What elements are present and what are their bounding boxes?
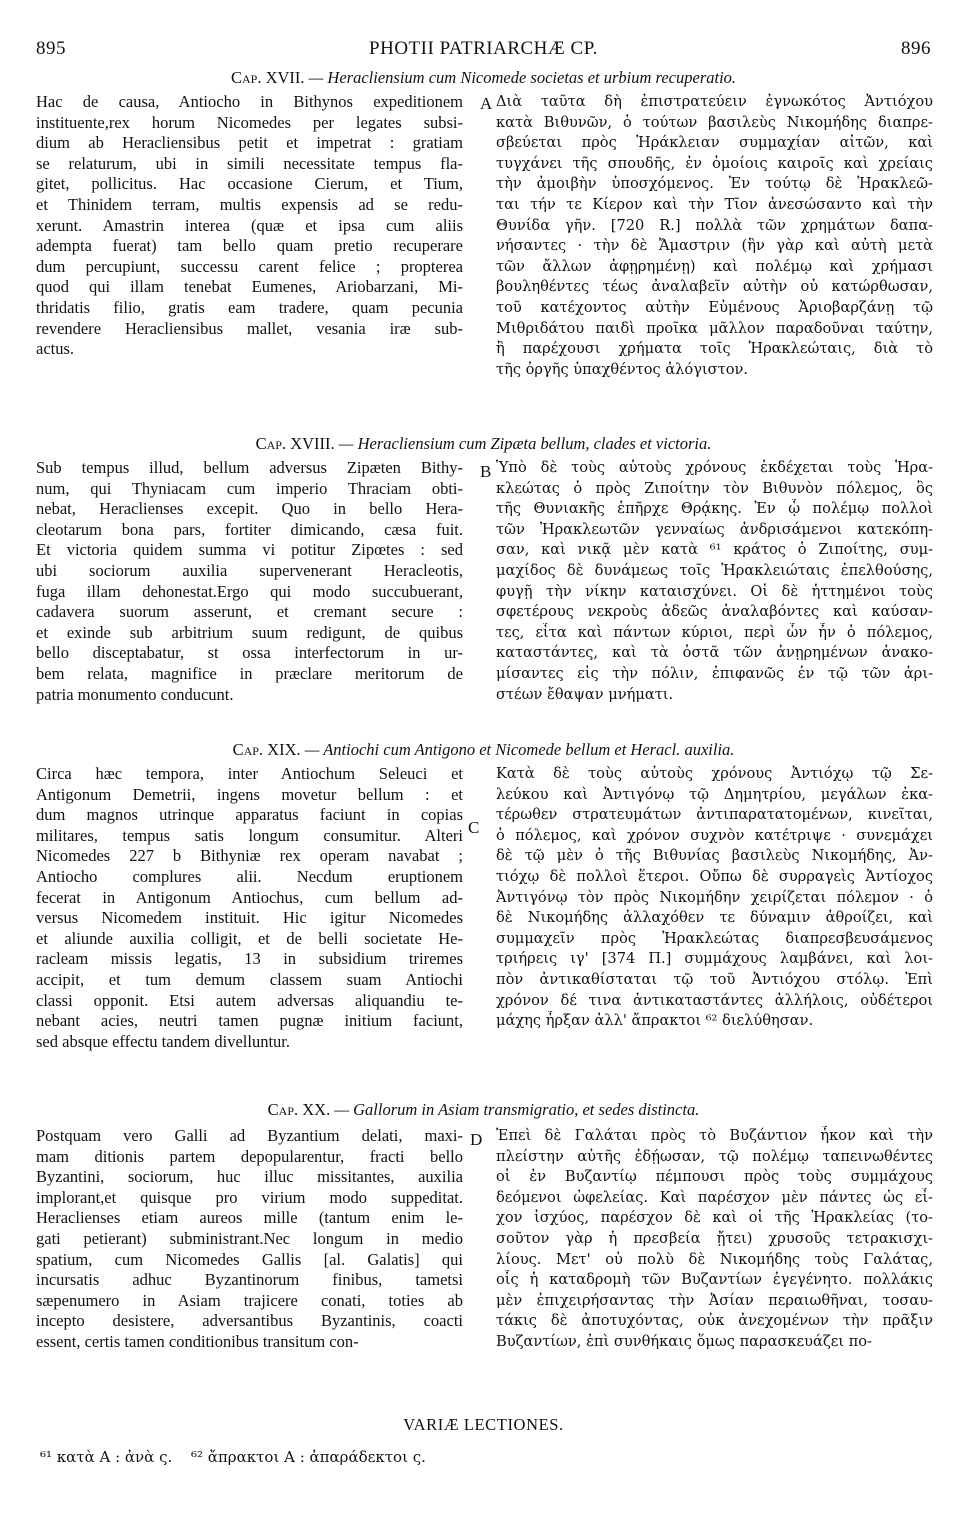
greek-text-line: στέων ἔθαψαν μνήματι. [496,685,674,703]
greek-column-xix [496,764,933,1032]
greek-text-line: ται τήν τε Κίερον καὶ τὴν Τῖον ἀνεσώσαντο καὶ τὴν [496,195,933,213]
greek-text-line: τῆς Θυνιακῆς ἐπῆρχε Θρᾴκης. Ἐν ᾧ πολέμῳ πολλοὶ [496,500,933,518]
greek-column-xviii [496,458,933,705]
latin-text-line: fuga illam dehonestat.Ergo qui modo succubuerant, [36,581,463,601]
greek-column-xx [496,1126,933,1353]
greek-text-line: τυγχάνει τῆς σπουδῆς, ἐν ὁμοίοις καιροῖς καὶ χρείαις [496,154,933,172]
latin-text-line: num, qui Thyniacam cum imperio Thraciam obti- [36,478,463,498]
greek-text-line: κλεώτας ὁ πρὸς Ζιποίτην τὸν Βιθυνὸν πόλεμος, ὃς [496,479,933,497]
latin-column-xx [36,1126,463,1353]
page-number-right: 896 [901,38,931,59]
latin-text-line: nebat, Heraclienses excepit. Quo in bello Hera- [36,499,463,519]
latin-text-line: revendere Heracliensibus mallet, vesania iræ sub- [36,318,463,338]
footnote-62: ⁶² ἄπρακτοι A : ἀπαράδεκτοι ς. [191,1448,426,1466]
greek-text-line: νήσαντες · τὴν δὲ Ἄμαστριν (ἣν γὰρ καὶ αὐτὴ μετὰ [496,237,933,255]
latin-text-line: sæpenumero in Asiam trajicere conati, toties ab [36,1290,463,1310]
latin-text-line: adempta fuerat) tam bello quam pretio recuperare [36,236,463,256]
latin-text-line: quod qui illam tenebat Eumenes, Ariobarzani, Mi- [36,277,463,297]
greek-text-line: Θυνίδα γῆν. [720 R.] πολλὰ τῶν χρημάτων δαπα- [496,216,933,234]
latin-text-line: dium ab Heracliensibus petit et impetrat : gratiam [36,133,463,153]
footnote-61: ⁶¹ κατὰ A : ἀνὰ ς. [40,1448,173,1466]
latin-text-line: militares, tempus satis longum consumitur. Alteri [36,825,463,845]
margin-letter-b: B [480,462,492,481]
footnotes [40,1448,927,1466]
latin-column-xviii [36,458,463,705]
page-number-left: 895 [36,38,66,59]
latin-text-line: ubi sociorum auxilia supervenerant Heracleotis, [36,560,463,580]
greek-text-line: χον ἰσχύος, παρέσχον δὲ καὶ οἱ τῆς Ἡρακλείας (το- [496,1209,933,1227]
latin-column-xix [36,764,463,1052]
chapter-label: Cap. XIX. [232,740,301,759]
greek-text-line: δεόμενοι ὠφελείας. Καὶ παρέσχον μὲν πάντες ὡς εἶ- [496,1188,933,1206]
greek-text-line: Κατὰ δὲ τοὺς αὐτοὺς χρόνους Ἀντιόχῳ τῷ Σε- [496,765,933,782]
greek-text-line: τῆς ὀργῆς ὑπαχθέντος ἀλόγιστον. [496,360,748,378]
greek-text-line: τῶν Ἡρακλεωτῶν γενναίως ἀνδρισάμενοι κατεκόπη- [496,520,933,538]
greek-text-line: μάχης ἦρξαν ἀλλ' ἄπρακτοι ⁶² διελύθησαν. [496,1012,814,1030]
latin-text-line: sed absque effectu tandem divelluntur. [36,1031,290,1051]
greek-text-line: βουληθέντες τέως ἀναλαβεῖν αὐτὴν οὐ κατώρθωσαν, [496,278,933,296]
latin-text-line: incepto desistere, adversantibus Byzantinis, coacti [36,1311,463,1331]
latin-text-line: cadavera suorum asserunt, et cremant secure : [36,602,463,622]
latin-text-line: et Thinidem terram, multis expensis ad se redu- [36,194,463,214]
latin-text-line: nebant acies, neutri tamen pugnæ initium faciunt, [36,1011,463,1031]
latin-text-line: Byzantini, sociorum, huc illuc missitantes, auxilia [36,1167,463,1187]
greek-text-line: μαχίδος δὲ δυνάμεως τοῖς Ἡρακλειώταις ἐπελθούσης, [496,561,933,579]
latin-text-line: racleam missis legatis, 13 in subsidium triremes [36,949,463,969]
greek-text-line: τῶν ἄλλων ἀφῃρημένῃ) καὶ πολέμῳ καὶ χρήμασι [496,257,933,275]
chapter-title: — Gallorum in Asiam transmigratio, et sedes distincta. [334,1100,700,1119]
chapter-heading-xix [36,740,931,760]
running-title: PHOTII PATRIARCHÆ CP. [369,38,598,59]
running-head [36,38,931,62]
greek-text-line: δὲ Νικομήδης ἀλλαχόθεν τε δύναμιν ἀθροίζει, καὶ [496,909,933,927]
latin-text-line: thridatis filio, gratis eam tradere, quam pecunia [36,297,463,317]
greek-text-line: μὲν ἐπιχειρήσαντας τὴν Ἀσίαν περαιωθῆναι, τοσαυ- [496,1291,933,1309]
greek-text-line: ὁ πόλεμος, καὶ χρόνον συχνὸν κατέτριψε · συνεμάχει [496,826,933,844]
latin-text-line: Sub tempus illud, bellum adversus Zipæten Bithy- [36,458,463,477]
greek-text-line: Ἐπεὶ δὲ Γαλάται πρὸς τὸ Βυζάντιον ἧκον καὶ τὴν [496,1127,933,1144]
chapter-heading-xviii [36,434,931,454]
greek-text-line: τιόχῳ δὲ πολλοὶ ἕτεροι. Οὔπω δὲ συρραγεὶς Ἀντίοχος [496,867,933,885]
greek-text-line: κατὰ Βιθυνῶν, ὁ τούτων βασιλεὺς Νικομήδης διαπρε- [496,113,933,131]
latin-text-line: Nicomedes 227 b Bithyniæ rex operam navabat ; [36,846,463,866]
greek-text-line: φυγῇ τὴν νίκην καταισχύνει. Οἱ δὲ ἡττημένοι τοὺς [496,582,933,600]
latin-text-line: Antigonum Demetrii, ingens movetur bellum : et [36,784,463,804]
latin-text-line: incursatis adhuc Byzantinorum finibus, tametsi [36,1270,463,1290]
greek-text-line: τέρωθεν στρατευμάτων ἀντιπαρατατομένων, κινεῖται, [496,806,933,824]
chapter-label: Cap. XX. [267,1100,331,1119]
chapter-label: Cap. XVII. [230,68,305,87]
greek-text-line: σοῦτον γὰρ ἡ πρεσβεία ᾔτει) χρυσοῦς τετρακισχι- [496,1229,933,1247]
latin-text-line: Heraclienses etiam aureos mille (tantum enim le- [36,1208,463,1228]
latin-text-line: actus. [36,339,75,359]
latin-text-line: spatium, cum Nicomedes Gallis [al. Galatis] qui [36,1249,463,1269]
latin-text-line: bem relata, magnifice in præclare meritorum de [36,663,463,683]
latin-text-line: Antiocho complures alii. Necdum eruptionem [36,866,463,886]
chapter-label: Cap. XVIII. [255,434,335,453]
greek-text-line: καταστάντες, καὶ τὰ ὀστᾶ τῶν ἀνῃρημένων ἀνακο- [496,644,933,662]
latin-text-line: gati petierant) subministrant.Nec longum in medio [36,1228,463,1248]
greek-text-line: Βυζαντίων, ἐπὶ συνθήκαις ὅμως παρασκευάζει πο- [496,1332,872,1350]
chapter-title: — Heracliensium cum Nicomede societas et urbium recuperatio. [308,68,737,87]
latin-text-line: patria monumento conducunt. [36,684,234,704]
latin-text-line: gitet, pollicitus. Hac occasione Cierum, et Tium, [36,174,463,194]
latin-text-line: se relaturum, ubi in simili necessitate tempus fla- [36,153,463,173]
latin-text-line: dum magnos utrinque apparatus faciunt in copias [36,805,463,825]
greek-text-line: σαν, καὶ νικᾷ μὲν κατὰ ⁶¹ κράτος ὁ Ζιποίτης, συμ- [496,541,933,559]
greek-text-line: μίσαντες εἰς τὴν πόλιν, ἐπιφανῶς ἐν τῷ τῶν ἀρι- [496,664,933,682]
variae-lectiones-heading: VARIÆ LECTIONES. [403,1415,564,1434]
latin-column-xvii [36,92,463,360]
latin-text-line: et aliunde auxilia colligit, et de belli societate He- [36,928,463,948]
latin-text-line: Hac de causa, Antiocho in Bithynos expeditionem [36,92,463,111]
chapter-title: — Antiochi cum Antigono et Nicomede bellum et Heracl. auxilia. [304,740,735,759]
chapter-heading-xx [36,1100,931,1120]
greek-text-line: δὲ τῷ μὲν ὁ τῆς Βιθυνίας βασιλεὺς Νικομήδης, Ἀν- [496,847,933,865]
greek-text-line: Διὰ ταῦτα δὴ ἐπιστρατεύειν ἐγνωκότος Ἀντιόχου [496,93,933,110]
latin-text-line: implorant,et quisque pro virium modo suppeditat. [36,1187,463,1207]
chapter-title: — Heracliensium cum Zipæta bellum, clades et victoria. [338,434,712,453]
latin-text-line: instituente,rex horum Nicomedes per legates subsi- [36,112,463,132]
greek-text-line: οἱ ἐν Βυζαντίῳ πέμπουσι πρὸς τοὺς συμμάχους [496,1168,933,1186]
greek-text-line: τριήρεις ιγ' [374 Π.] συμμάχους λαμβάνει, καὶ λοι- [496,950,933,968]
latin-text-line: et exinde sub arbitrium suum redigunt, de quibus [36,622,463,642]
margin-letter-c: C [468,818,480,837]
latin-text-line: fecerat in Antigonum Antiochus, cum bellum ad- [36,887,463,907]
latin-text-line: cleotarum bona pars, fortiter dimicando, cæsa fuit. [36,519,463,539]
greek-text-line: σφετέρους νεκροὺς ἀδεῶς ἀναλαβόντες καὶ καύσαν- [496,603,933,621]
greek-text-line: Ἀντιγόνῳ τὸν πρὸς Νικομήδην χειρίζεται πόλεμον · ὁ [496,888,933,906]
latin-text-line: xerunt. Amastrin interea (quæ et ipsa cum aliis [36,215,463,235]
latin-text-line: accipit, et tum demum classem suam Antiochi [36,969,463,989]
greek-text-line: χρόνον δέ τινα ἀντικαταστάντες ἀλλήλοις, οὐδέτεροι [496,991,933,1009]
latin-text-line: classi opponit. Etsi autem adversas aliquandiu te- [36,990,463,1010]
greek-text-line: Ὑπὸ δὲ τοὺς αὐτοὺς χρόνους ἐκδέχεται τοὺς Ἡρα- [496,459,933,476]
greek-text-line: τὴν ἀμοιβὴν ὑποσχόμενος. Ἐν τούτῳ δὲ Ἡρακλεῶ- [496,175,933,193]
latin-text-line: dum percupiunt, successu carent felice ; propterea [36,256,463,276]
margin-letter-d: D [470,1130,483,1149]
latin-text-line: Postquam vero Galli ad Byzantium delati, maxi- [36,1126,463,1145]
greek-text-line: τες, εἶτα καὶ πάντων κύριοι, περὶ ὧν ἦν ὁ πόλεμος, [496,623,933,641]
latin-text-line: mam ditionis partem depopularentur, fracti bello [36,1146,463,1166]
greek-text-line: ἢ παρέχουσι χρήματα τοῖς Ἡρακλεώταις, διὰ τὸ [496,340,933,358]
chapter-heading-xvii [36,68,931,88]
latin-text-line: Circa hæc tempora, inter Antiochum Seleuci et [36,764,463,783]
latin-text-line: bello disceptabatur, st ossa interfectorum in ur- [36,643,463,663]
greek-text-line: πὸν ἀντικαθίσταται τῷ τοῦ Ἀντιόχου στόλῳ. Ἐπὶ [496,970,933,988]
greek-text-line: συμμαχεῖν πρὸς Ἡρακλεώτας διαπρεσβευσάμενος [496,929,933,947]
greek-text-line: τάκις δὲ ἀποτυχόντας, οὐκ ἀνεχομένων τὴν πρᾶξιν [496,1312,933,1330]
greek-text-line: πλείστην αὐτῆς ἐδῄωσαν, τῷ πολέμῳ ταπεινωθέντες [496,1147,933,1165]
greek-text-line: λίους. Μετ' οὐ πολὺ δὲ Νικομήδης τοὺς Γαλάτας, [496,1250,933,1268]
greek-text-line: σβεύεται πρὸς Ἡράκλειαν συμμαχίαν αἰτῶν, καὶ [496,134,933,152]
greek-text-line: Μιθριδάτου παιδὶ προῖκα μᾶλλον παραδοῦναι ταύτην, [496,319,933,337]
latin-text-line: essent, certis tamen conditionibus transitum con- [36,1331,359,1351]
greek-column-xvii [496,92,933,380]
greek-text-line: λεύκου καὶ Ἀντιγόνῳ τῷ Δημητρίου, μεγάλων ἐκα- [496,785,933,803]
greek-text-line: τοῦ κατέχοντος αὐτὴν Εὐμένους Ἀριοβαρζάνῃ τῷ [496,298,933,316]
greek-text-line: οἷς ἡ καταδρομὴ τῶν Βυζαντίων ἐγεγένητο. πολλάκις [496,1271,933,1289]
latin-text-line: Et victoria quidem summa vi potitur Zipœtes : sed [36,540,463,560]
latin-text-line: versus Nicomedem instituit. Hic igitur Nicomedes [36,908,463,928]
margin-letter-a: A [480,94,493,113]
